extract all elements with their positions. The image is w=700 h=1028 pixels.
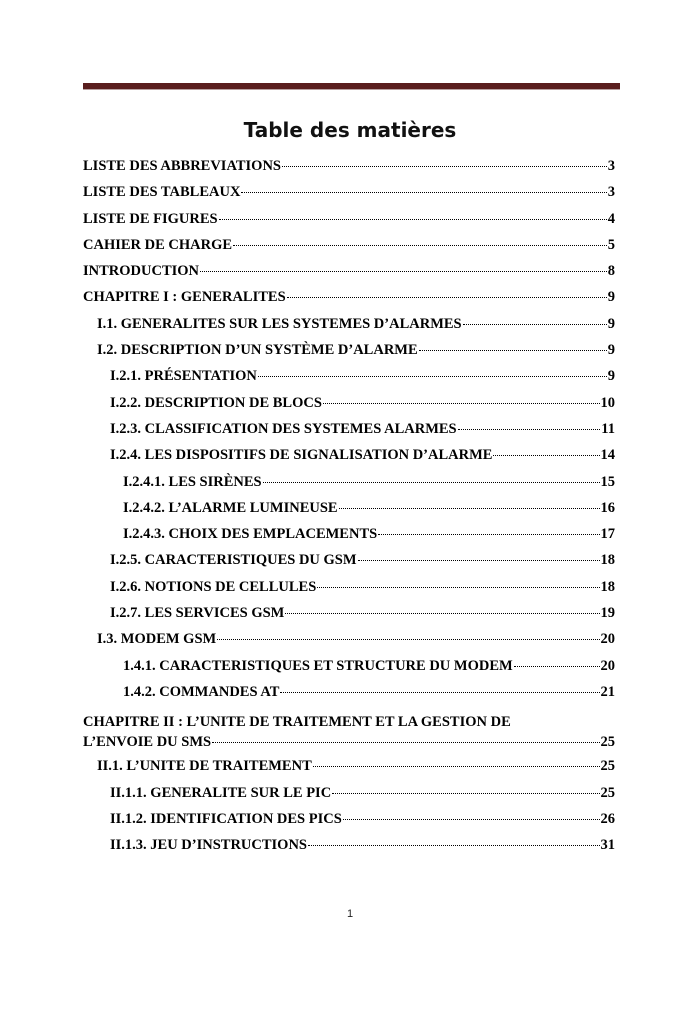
toc-entry-label: CHAPITRE I : GENERALITES: [83, 289, 286, 306]
dot-leader: [233, 245, 607, 246]
dot-leader: [241, 192, 606, 193]
toc-entry-page: 16: [600, 499, 615, 516]
toc-entry-page: 25: [600, 734, 615, 751]
header-rule-shadow: [83, 89, 620, 90]
dot-leader: [339, 508, 600, 509]
toc-entry-label: I.2.6. NOTIONS DE CELLULES: [110, 578, 317, 595]
toc-entry-page: 20: [600, 631, 615, 648]
toc-entry[interactable]: [83, 421, 615, 447]
toc-entry-page: 17: [600, 526, 615, 543]
toc-entry-page: 26: [600, 810, 615, 827]
toc-entry-label: I.1. GENERALITES SUR LES SYSTEMES D’ALARMES: [97, 315, 462, 332]
toc-entry[interactable]: [83, 184, 615, 210]
toc-entry[interactable]: [83, 631, 615, 657]
toc-entry-label: 1.4.2. COMMANDES AT: [123, 683, 280, 700]
dot-leader: [419, 350, 607, 351]
toc-entry-label: INTRODUCTION: [83, 263, 200, 280]
dot-leader: [514, 666, 600, 667]
toc-entry[interactable]: [83, 552, 615, 578]
dot-leader: [458, 429, 601, 430]
dot-leader: [212, 742, 599, 743]
dot-leader: [280, 692, 599, 693]
toc-entry[interactable]: [83, 342, 615, 368]
dot-leader: [287, 297, 607, 298]
toc-entry-label: I.2.2. DESCRIPTION DE BLOCS: [110, 394, 322, 411]
toc-entry-label: I.2.4.3. CHOIX DES EMPLACEMENTS: [123, 526, 378, 543]
toc-entry-page: 15: [600, 473, 615, 490]
toc-entry-label-line1: CHAPITRE II : L’UNITE DE TRAITEMENT ET LA GESTION DE: [83, 714, 511, 731]
toc-entry-label: I.2.5. CARACTERISTIQUES DU GSM: [110, 552, 357, 569]
toc-entry[interactable]: [83, 263, 615, 289]
toc-entry[interactable]: [83, 579, 615, 605]
toc-entry-page: 14: [600, 447, 615, 464]
toc-entry[interactable]: [83, 684, 615, 710]
toc-entry-page: 31: [600, 837, 615, 854]
toc-entry-page: 18: [600, 552, 615, 569]
toc-entry[interactable]: [83, 785, 615, 811]
dot-leader: [358, 560, 600, 561]
page-title: Table des matières: [243, 118, 457, 142]
dot-leader: [378, 534, 599, 535]
dot-leader: [313, 766, 600, 767]
dot-leader: [343, 819, 600, 820]
toc-entry-label: I.2. DESCRIPTION D’UN SYSTÈME D’ALARME: [97, 342, 418, 359]
dot-leader: [323, 403, 600, 404]
toc-entry-page: 25: [600, 784, 615, 801]
toc-entry-label: I.2.4.2. L’ALARME LUMINEUSE: [123, 499, 338, 516]
toc-entry-label: II.1.1. GENERALITE SUR LE PIC: [110, 784, 332, 801]
toc-entry-label: CAHIER DE CHARGE: [83, 236, 233, 253]
dot-leader: [263, 482, 600, 483]
toc-entry[interactable]: [83, 837, 615, 863]
toc-entry-page: 25: [600, 758, 615, 775]
table-of-contents: [83, 158, 615, 863]
toc-entry[interactable]: [83, 158, 615, 184]
toc-entry-page: 19: [600, 605, 615, 622]
toc-entry-label: II.1.3. JEU D’INSTRUCTIONS: [110, 837, 307, 854]
dot-leader: [332, 793, 599, 794]
toc-entry-label: I.2.7. LES SERVICES GSM: [110, 605, 285, 622]
toc-entry-page: 9: [607, 342, 615, 359]
toc-entry[interactable]: [83, 811, 615, 837]
toc-entry[interactable]: [83, 658, 615, 684]
toc-entry-page: 3: [607, 158, 615, 174]
toc-entry[interactable]: [83, 474, 615, 500]
toc-entry[interactable]: [83, 237, 615, 263]
dot-leader: [493, 455, 599, 456]
toc-entry-page: 9: [607, 315, 615, 332]
toc-entry[interactable]: [83, 712, 615, 752]
toc-entry[interactable]: [83, 758, 615, 784]
page-number: 1: [346, 908, 354, 920]
toc-entry[interactable]: [83, 447, 615, 473]
toc-entry-label: II.1. L’UNITE DE TRAITEMENT: [97, 758, 312, 775]
toc-entry-label: I.3. MODEM GSM: [97, 631, 217, 648]
dot-leader: [317, 587, 599, 588]
toc-entry[interactable]: [83, 289, 615, 315]
toc-entry-label: I.2.4. LES DISPOSITIFS DE SIGNALISATION D’ALARME: [110, 447, 493, 464]
toc-entry-page: 11: [601, 420, 615, 437]
dot-leader: [258, 376, 607, 377]
dot-leader: [217, 639, 599, 640]
toc-entry[interactable]: [83, 500, 615, 526]
toc-entry-label: LISTE DE FIGURES: [83, 210, 218, 227]
toc-entry-page: 4: [607, 210, 615, 227]
dot-leader: [282, 166, 607, 167]
toc-entry-page: 10: [600, 394, 615, 411]
toc-entry-page: 20: [600, 657, 615, 674]
toc-entry-label: I.2.3. CLASSIFICATION DES SYSTEMES ALARMES: [110, 420, 457, 437]
toc-entry-label: II.1.2. IDENTIFICATION DES PICS: [110, 810, 342, 827]
toc-entry-page: 3: [607, 184, 615, 201]
dot-leader: [219, 219, 607, 220]
toc-entry-label: 1.4.1. CARACTERISTIQUES ET STRUCTURE DU MODEM: [123, 657, 513, 674]
dot-leader: [308, 845, 600, 846]
toc-entry[interactable]: [83, 605, 615, 631]
dot-leader: [285, 613, 599, 614]
dot-leader: [200, 271, 607, 272]
dot-leader: [463, 324, 607, 325]
toc-entry-label: I.2.4.1. LES SIRÈNES: [123, 473, 262, 490]
toc-entry-page: 9: [607, 289, 615, 306]
toc-entry-label: I.2.1. PRÉSENTATION: [110, 368, 257, 385]
toc-entry[interactable]: [83, 526, 615, 552]
toc-entry[interactable]: [83, 211, 615, 237]
toc-entry-label: LISTE DES ABBREVIATIONS: [83, 158, 281, 174]
toc-entry-page: 18: [600, 578, 615, 595]
toc-entry[interactable]: [83, 368, 615, 394]
toc-entry-page: 21: [600, 683, 615, 700]
toc-entry-page: 9: [607, 368, 615, 385]
toc-entry-page: 5: [607, 236, 615, 253]
toc-entry[interactable]: [83, 395, 615, 421]
toc-entry-label: L’ENVOIE DU SMS: [83, 734, 212, 751]
toc-entry[interactable]: [83, 316, 615, 342]
toc-entry-label: LISTE DES TABLEAUX: [83, 184, 241, 201]
toc-entry-page: 8: [607, 263, 615, 280]
